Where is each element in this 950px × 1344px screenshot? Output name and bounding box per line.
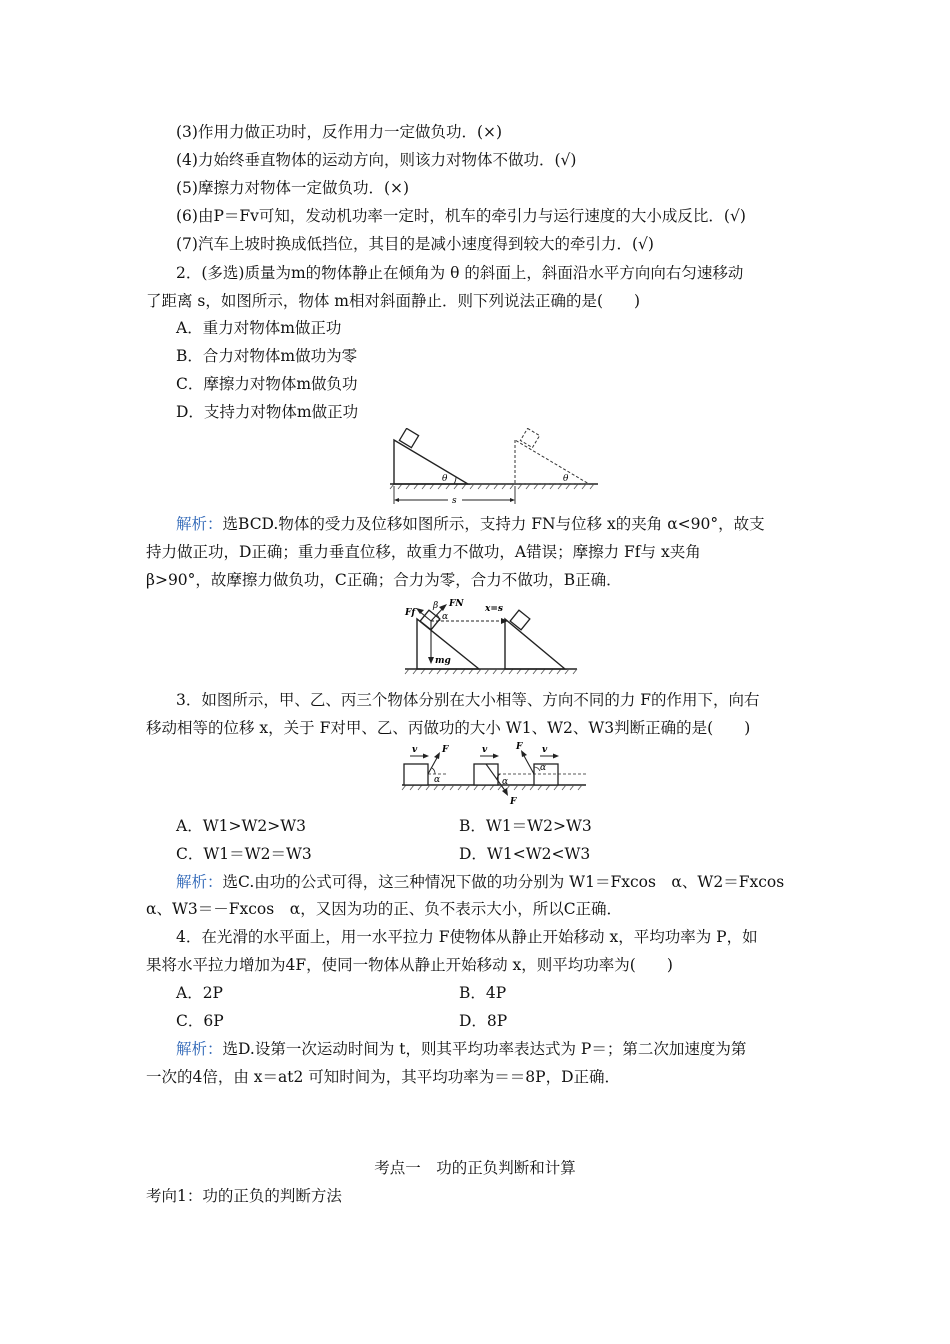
q2-analysis-line3: β>90°，故摩擦力做负功，C正确；合力为零，合力不做功，B正确． (146, 571, 622, 589)
q3-option-c: C．W1＝W2＝W3 (176, 845, 312, 863)
ff-label: Ff (405, 608, 416, 618)
statement-4: (4)力始终垂直物体的运动方向，则该力对物体不做功．(√) (176, 151, 577, 169)
q3-analysis-line1: 解析：选C.由功的公式可得，这三种情况下做的功分别为 W1＝Fxcos α、W2＝Fxcos (176, 873, 785, 891)
q2-option-d: D．支持力对物体m做正功 (176, 403, 359, 421)
q3-option-b: B．W1＝W2>W3 (459, 817, 592, 835)
f-label-1: F (442, 745, 449, 755)
q2-option-a: A．重力对物体m做正功 (176, 319, 342, 337)
statement-3: (3)作用力做正功时，反作用力一定做负功．(×) (176, 123, 503, 141)
section-title: 考点一 功的正负判断和计算 (374, 1159, 576, 1177)
alpha-label-3: α (540, 763, 547, 773)
analysis-label: 解析： (176, 1040, 223, 1058)
statement-7: (7)汽车上坡时换成低挡位，其目的是减小速度得到较大的牵引力．(√) (176, 235, 654, 253)
alpha-label-2: α (502, 777, 509, 787)
q4-option-d: D．8P (459, 1012, 508, 1030)
f-label-3: F (516, 742, 523, 752)
q3-option-d: D．W1<W2<W3 (459, 845, 591, 863)
q4-analysis-line2: 一次的4倍，由 x＝at2 可知时间为，其平均功率为＝＝8P，D正确． (146, 1068, 621, 1086)
q4-option-a: A．2P (176, 984, 223, 1002)
q2-option-c: C．摩擦力对物体m做负功 (176, 375, 358, 393)
v-label-1: v (412, 745, 418, 755)
v-label-2: v (482, 745, 488, 755)
q4-option-c: C．6P (176, 1012, 224, 1030)
q4-option-b: B．4P (459, 984, 507, 1002)
theta-label: θ (442, 474, 448, 484)
q2-analysis-line2: 持力做正功，D正确；重力垂直位移，故重力不做功，A错误；摩擦力 Ff与 x夹角 (146, 543, 701, 561)
section-subtitle: 考向1：功的正负的判断方法 (146, 1187, 342, 1205)
fn-label: FN (449, 599, 464, 609)
q3-stem-line2: 移动相等的位移 x，关于 F对甲、乙、丙做功的大小 W1、W2、W3判断正确的是( ) (146, 719, 751, 737)
q2-option-b: B．合力对物体m做功为零 (176, 347, 358, 365)
alpha-label: α (442, 612, 449, 622)
q4-stem-line1: 4．在光滑的水平面上，用一水平拉力 F使物体从静止开始移动 x，平均功率为 P，如 (176, 928, 758, 946)
q4-stem-line2: 果将水平拉力增加为4F，使同一物体从静止开始移动 x，则平均功率为( ) (146, 956, 673, 974)
q2-stem-line2: 了距离 s，如图所示，物体 m相对斜面静止．则下列说法正确的是( ) (146, 292, 641, 310)
xs-label: x=s (485, 604, 503, 614)
q2-force-figure (403, 597, 579, 677)
q3-option-a: A．W1>W2>W3 (176, 817, 307, 835)
beta-label: β (433, 601, 439, 611)
analysis-label: 解析： (176, 515, 223, 533)
f-label-2: F (510, 797, 517, 807)
theta-label-2: θ (563, 474, 569, 484)
mg-label: mg (435, 656, 451, 666)
q3-analysis-line2: α、W3＝－Fxcos α，又因为功的正、负不表示大小，所以C正确． (146, 900, 623, 918)
analysis-label: 解析： (176, 873, 223, 891)
q3-three-blocks-figure (400, 740, 588, 808)
q3-stem-line1: 3．如图所示，甲、乙、丙三个物体分别在大小相等、方向不同的力 F的作用下，向右 (176, 691, 760, 709)
q2-incline-figure (388, 428, 600, 508)
alpha-label-1: α (434, 775, 441, 785)
q2-analysis-line1: 解析：选BCD.物体的受力及位移如图所示，支持力 FN与位移 x的夹角 α<90°，故支 (176, 515, 765, 533)
q4-analysis-line1: 解析：选D.设第一次运动时间为 t，则其平均功率表达式为 P＝；第二次加速度为第 (176, 1040, 747, 1058)
v-label-3: v (542, 745, 548, 755)
statement-6: (6)由P＝Fv可知，发动机功率一定时，机车的牵引力与运行速度的大小成反比．(√) (176, 207, 746, 225)
q2-stem-line1: 2．(多选)质量为m的物体静止在倾角为 θ 的斜面上，斜面沿水平方向向右匀速移动 (176, 264, 744, 282)
statement-5: (5)摩擦力对物体一定做负功．(×) (176, 179, 410, 197)
s-label: s (452, 496, 457, 506)
